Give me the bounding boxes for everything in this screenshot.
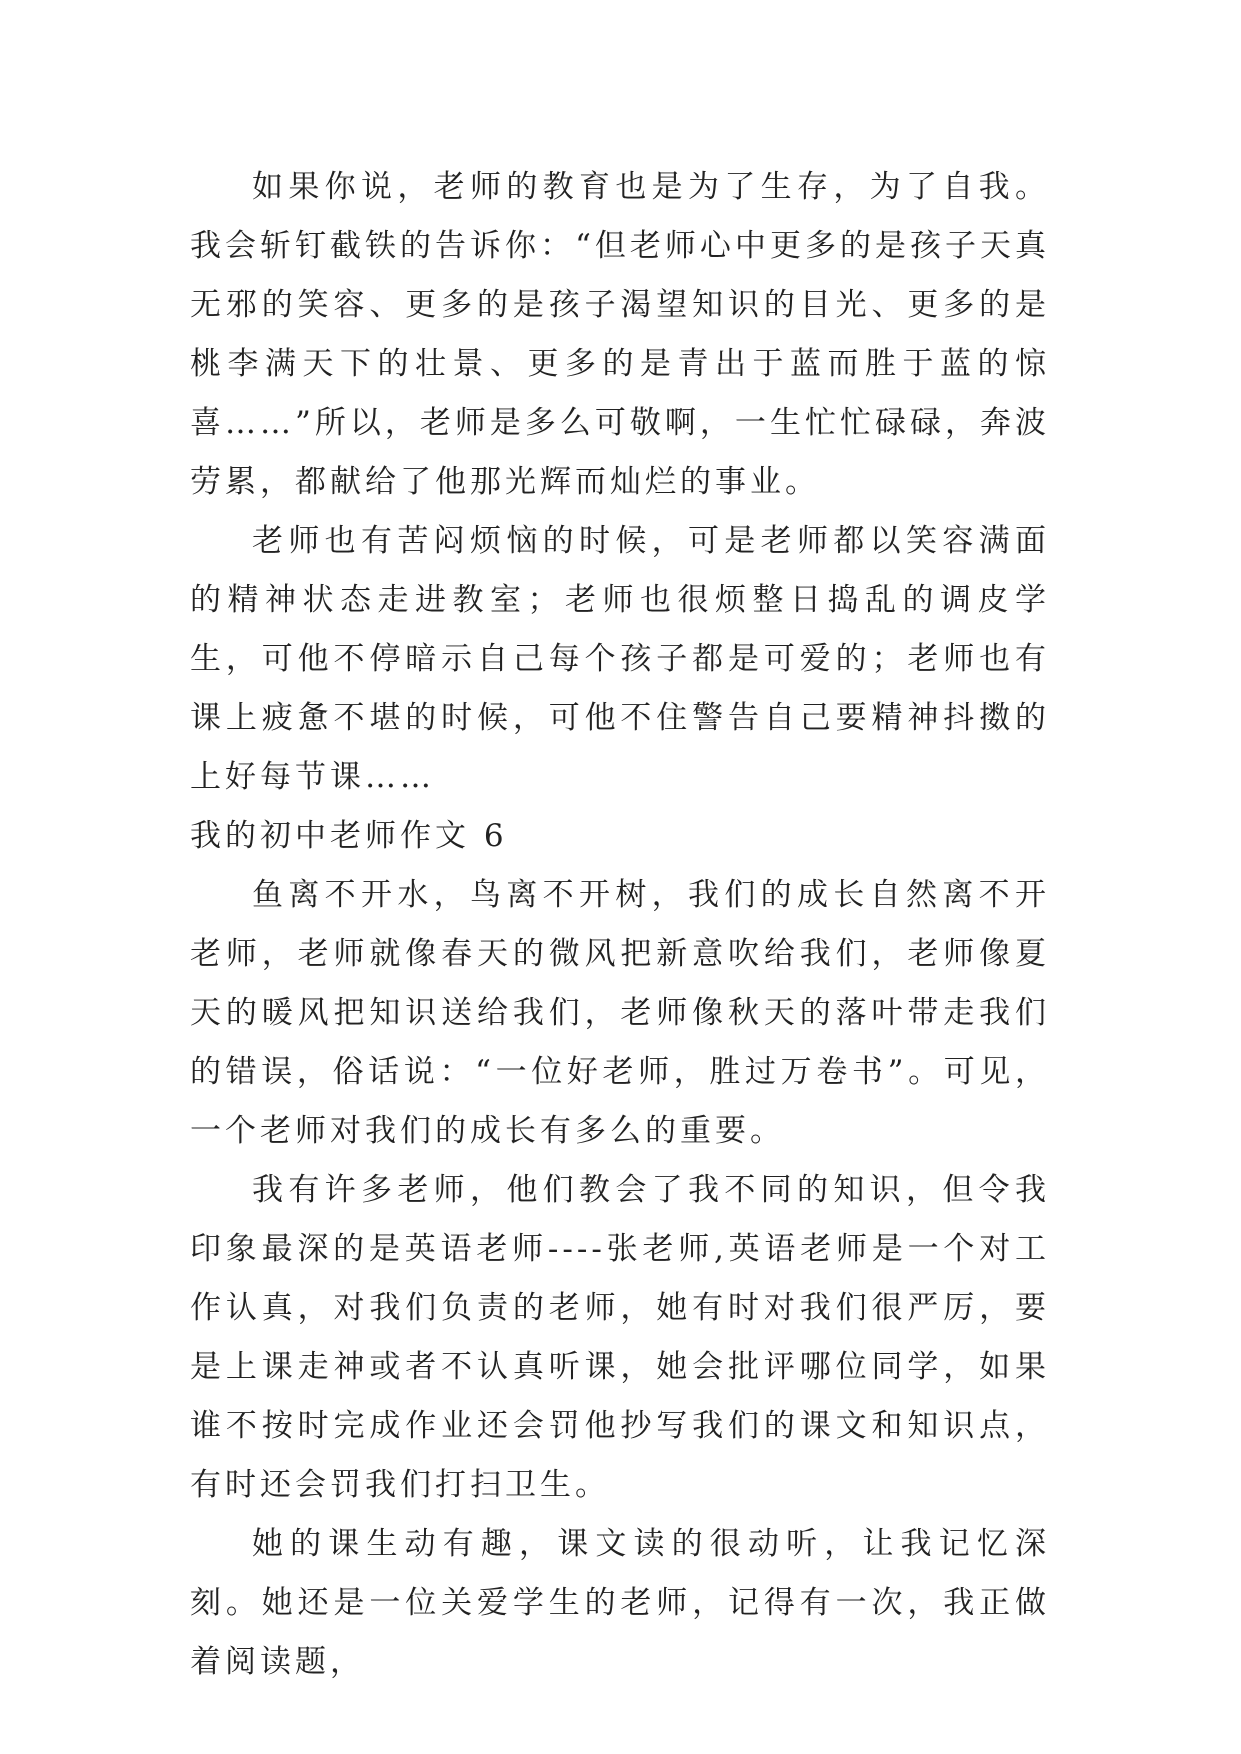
paragraph: 她的课生动有趣，课文读的很动听，让我记忆深刻。她还是一位关爱学生的老师，记得有一次，我正做着阅读题， <box>190 1526 1050 1680</box>
paragraph: 我有许多老师，他们教会了我不同的知识，但令我印象最深的是英语老师----张老师,英语老师是一个对工作认真，对我们负责的老师，她有时对我们很严厉，要是上课走神或者不认真听课，她会批评哪位同学，如果谁不按时完成作业还会罚他抄写我们的课文和知识点，有时还会罚我们打扫卫生。 <box>190 1172 1050 1503</box>
section-heading: 我的初中老师作文 6 <box>190 818 508 854</box>
paragraph: 老师也有苦闷烦恼的时候，可是老师都以笑容满面的精神状态走进教室；老师也很烦整日捣乱的调皮学生，可他不停暗示自己每个孩子都是可爱的；老师也有课上疲惫不堪的时候，可他不住警告自己要精神抖擞的上好每节课…… <box>190 523 1050 795</box>
paragraph: 如果你说，老师的教育也是为了生存，为了自我。我会斩钉截铁的告诉你：“但老师心中更多的是孩子天真无邪的笑容、更多的是孩子渴望知识的目光、更多的是桃李满天下的壮景、更多的是青出于蓝而胜于蓝的惊喜……”所以，老师是多么可敬啊，一生忙忙碌碌，奔波劳累，都献给了他那光辉而灿烂的事业。 <box>190 169 1050 500</box>
paragraph: 鱼离不开水，鸟离不开树，我们的成长自然离不开老师，老师就像春天的微风把新意吹给我们，老师像夏天的暖风把知识送给我们，老师像秋天的落叶带走我们的错误，俗话说：“一位好老师，胜过万卷书”。可见，一个老师对我们的成长有多么的重要。 <box>190 877 1050 1149</box>
document-body <box>190 158 1050 1692</box>
